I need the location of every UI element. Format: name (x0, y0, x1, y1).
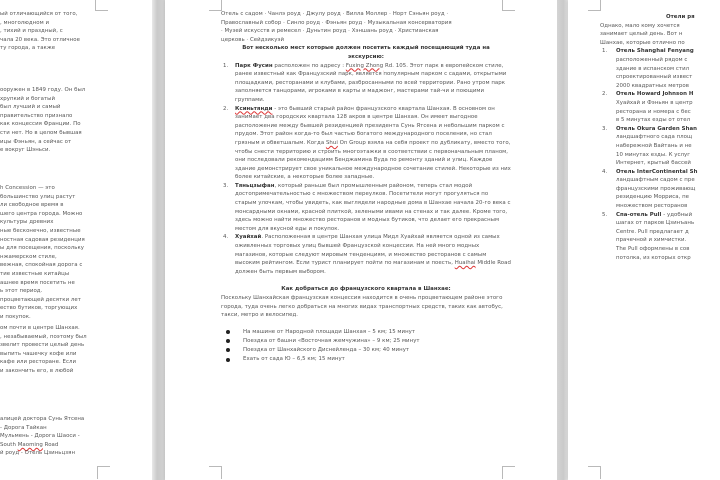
text-line: церковь · Сейдзикуэй (221, 36, 285, 43)
text-line: ностная садовая резиденция (0, 236, 85, 243)
spelling-error[interactable]: Shui (325, 139, 338, 146)
text-line: большинство улиц растут (0, 193, 76, 200)
text-line: занимает целый день. Вот н (600, 31, 683, 38)
route-text: Поездка от башни «Восточная жемчужина» – 9 км; 25 минут (243, 337, 420, 344)
text-line: ицы Фэньян, а сейчас от (0, 138, 72, 145)
text-line: ли свободное время в (0, 202, 64, 209)
text-line: ные бесконечно, известные (0, 227, 81, 234)
text-line: South Maoming Road (0, 441, 59, 448)
left-page-text-top (0, 10, 152, 53)
text-line: ландшафтного сада площ (616, 134, 693, 141)
text-line: Отель с садом · Чанлэ роуд · Джулу роуд · Вилла Моллер · Норт Сэньян роуд · (221, 11, 449, 17)
left-page-text-final (0, 415, 152, 458)
text-line: здание в испанском стил (616, 65, 690, 72)
text-line: 2000 квадратных метров (616, 82, 689, 89)
text-line: Мульмень - Дорога Шаоси - (0, 433, 80, 440)
text-line: потолка, из которых откр (616, 254, 691, 261)
page-margin-mark (588, 466, 601, 479)
text-line: Однако, мало кому хочется (600, 22, 680, 29)
hotel-item (600, 168, 720, 211)
text-line: нжамерском стиле, (0, 253, 57, 260)
text-line: ь этот период. (0, 288, 43, 295)
text-line: ашнее время посетить не (0, 279, 75, 286)
text-line: звелит провести целый день (0, 342, 85, 349)
hotel-name: Отель InterContinental Sh (616, 168, 698, 175)
hotel-name: Отель Howard Johnson H (616, 91, 694, 98)
route-text: Ехать от сада Ю – 6,5 км; 15 минут (243, 356, 345, 363)
document-page-right (568, 0, 720, 480)
list-number: 2. (602, 91, 608, 98)
text-line: тие известные китайцы (0, 270, 70, 277)
text-line: h Concession — это (0, 185, 55, 191)
document-page-center (165, 0, 557, 480)
spelling-error[interactable]: Maoming (17, 441, 43, 448)
place-name: Ксиньтянди (235, 105, 273, 112)
place-name: Тяньцзыфан (235, 182, 275, 189)
text-line: резиденцию Морриса, пе (616, 194, 690, 201)
hotel-name: Спа-отель Pull (616, 211, 662, 218)
route-item (221, 328, 511, 337)
text-line: - удобный (661, 211, 693, 218)
text-line: ом почти в центре Шанхая. (0, 325, 80, 331)
page-gap (152, 0, 165, 480)
place-text: , который раньше был промышленным районом, теперь стал модой достопримечательностью с множеством переулков. Посетители могут прогуляться по старым улочкам, чтобы увидеть, как выглядели народные дома в Шанхае начала 20-го века с монсардными окнами, красной плиткой, зелеными ивами на стенах и так далее. Кроме того, здесь можно найти множество ресторанов и модных бутиков, что делает его прекрасным местом для вкусной еды и покупок. (235, 182, 511, 232)
text-line: чала 20 века. Это отличное (0, 36, 80, 43)
bullet-icon (226, 339, 230, 343)
section-heading: Отели ря (666, 14, 695, 20)
route-text: На машине от Народной площади Шанхая – 5 км; 15 минут (243, 328, 416, 335)
place-text: Rd. 105. Этот парк в европейском стиле, ранее известный как Французский парк, является популярным парком с садами, открытыми площадками, ресторанами и клубами, разбросанными по всей территории. Рано утром парк заполняется танцорами, игроками в карты и маджонг, мастерами тай-чи и поющими группами. (235, 62, 507, 103)
text-line: спроектированный извест (616, 74, 693, 81)
list-item (221, 233, 511, 276)
text-line: ту города, а также (0, 45, 56, 52)
list-number: 1. (223, 62, 229, 69)
left-page-text-bottom (0, 324, 152, 376)
bullet-icon (226, 358, 230, 362)
place-name: Парк Фусин (235, 62, 273, 69)
text-line: сти нет. Но в целом бывшая (0, 129, 82, 136)
text-line: - Дорога Тайкан (0, 424, 47, 431)
place-name: Хуайхай (235, 234, 262, 241)
bullet-icon (226, 348, 230, 352)
route-item (221, 355, 511, 364)
section-heading: Вот несколько мест которые должен посетить каждый посещающий туда на экскурсию: (242, 45, 490, 60)
text-line: и покупок. (0, 313, 31, 320)
list-number: 3. (223, 182, 229, 189)
spacer (221, 276, 511, 285)
place-text: . Расположенная в центре Шанхая улица Мидл Хуайхай является одной из самых оживленных торговых улиц бывшей Французской концессии. На ней много модных магазинов, которые следуют мировым тенденциям, и множество ресторанов с самым высоким рейтингом. Если турист планирует пойти по магазинам и поесть, (235, 234, 500, 267)
hotel-name: Отель Shanghai Fenyang (616, 48, 694, 55)
hotel-item (600, 47, 720, 90)
list-number: 2. (223, 105, 229, 112)
list-item (221, 62, 511, 105)
text-line: Centre. Pull предлагает д (616, 228, 689, 235)
text-line: ы для посещения, поскольку (0, 245, 85, 252)
bullet-icon (226, 330, 230, 334)
text-line: ый отличающийся от того, (0, 11, 78, 17)
section-heading: Как добраться до французского квартала в Шанхае: (281, 286, 451, 293)
spelling-error[interactable]: Fuxing Zhong (345, 62, 384, 69)
list-item (221, 182, 511, 234)
page-gap (557, 0, 568, 480)
text-line: множеством ресторанов (616, 203, 688, 210)
text-line: ооружен в 1849 году. Он был (0, 87, 86, 93)
page-margin-mark (588, 0, 601, 11)
text-line: шего центра города. Можно (0, 210, 83, 217)
text-line: Интернет, крытый бассей (616, 160, 691, 167)
center-page-body (221, 10, 511, 364)
place-text: - это бывший старый район французского квартала Шанхая. В основном он занимает два городских квартала 128 акров в центре Шанхая. Он имеет выгодное расположение между бывшей резиденцией президента Сунь Ятсена и небольшим парком с прудом. Этот район когда-то был частью богатого международного поселения, но стал грязным и обветшалым. Когда (235, 105, 505, 146)
text-line: и закончить его, в любой (0, 367, 74, 374)
list-number: 3. (602, 125, 608, 132)
text-line: набережной Вайтань и не (616, 142, 692, 149)
text-line: й роуд - Отель Цзиньцзян (0, 450, 76, 457)
place-text: Middle Road должен быть первым выбором. (235, 260, 511, 275)
left-page-text-mid (0, 86, 152, 155)
text-line: Шанхае, которые отлично по (600, 39, 685, 46)
text-line: культуры древних (0, 219, 54, 226)
text-line: · Музей искусств и ремесел · Дуньтин роуд · Хэншань роуд · Христианская (221, 28, 439, 35)
page-margin-mark (97, 466, 110, 479)
text-line: правительство признало (0, 112, 73, 119)
text-line: ество бутиков, торгующих (0, 305, 78, 312)
text-line: выпить чашечку кофе или (0, 350, 77, 357)
text-line: ландшафтным садом с пре (616, 177, 695, 184)
left-page-text-lower (0, 184, 152, 322)
text-line: расположенный рядом с (616, 56, 688, 63)
text-line: прачечной и химчистки. (616, 237, 687, 244)
list-number: 1. (602, 48, 608, 55)
hotel-name: Отель Okura Garden Shan (616, 125, 698, 132)
list-number: 4. (602, 168, 608, 175)
text-line: хрупкий и богатый (0, 95, 56, 102)
text-line: ресторана и номера с бес (616, 108, 691, 115)
text-line: , незабываемый, поэтому был (0, 333, 87, 340)
page-margin-mark (209, 466, 222, 479)
page-margin-mark (502, 466, 515, 479)
document-page-left (0, 0, 152, 480)
text-line: кафе или ресторане. Если (0, 359, 77, 366)
hotel-item (600, 125, 720, 168)
text-line: был лучший и самый (0, 104, 61, 111)
route-text: Поездка от Шанхайского Диснейленда – 30 км; 40 минут (243, 346, 410, 353)
hotel-item (600, 211, 720, 263)
text-line: как концессия Франции. По (0, 121, 81, 128)
text-line: алицей доктора Сунь Ятсена (0, 416, 85, 422)
text-line: , многолюдном и (0, 19, 50, 26)
paragraph: Поскольку Шанхайская французская концессия находится в очень процветающем районе этого города, туда очень легко добраться на многих видах транспортных средств, таких как автобус, такси, метро и велосипед. (221, 295, 503, 319)
place-text: On Group взяла на себя проект по дубликату, вместо того, чтобы снести территорию и строить многоэтажки в соответствии с первоначальным планом, они последовали рекомендациям Бенджамина Вуда по ремонту зданий и улиц. Каждое здание демонстрирует свое уникальное международное сочетание стилей. Некоторые из них более китайские, а некоторые более западные. (235, 139, 511, 181)
text-line: в 5 минутах езды от отел (616, 117, 691, 124)
text-line: процветающей десятки лет (0, 296, 81, 303)
route-item (221, 346, 511, 355)
text-line: вежная, спокойная дорога с (0, 262, 83, 269)
list-number: 5. (602, 211, 608, 218)
text-line: шагах от парков Цзинъань (616, 220, 695, 227)
text-line: The Pull оформлены в сов (616, 246, 690, 253)
place-text: расположен по адресу : (272, 62, 346, 69)
list-item (221, 105, 511, 182)
text-line: 10 минутах езды. К услуг (616, 151, 691, 158)
text-line: Православный собор · Синло роуд · Фэньян роуд · Музыкальная консерватория (221, 19, 452, 26)
text-line: французскими проживающ (616, 185, 696, 192)
hotel-item (600, 90, 720, 124)
text-line: , тихий и праздный, с (0, 28, 63, 35)
text-line: Хуайхай и Фэньян в центр (616, 99, 693, 106)
text-line: е вокруг Шэньси. (0, 147, 51, 154)
list-number: 4. (223, 234, 229, 241)
spacer (221, 320, 511, 328)
right-page-body (600, 13, 720, 262)
spelling-error[interactable]: Huaihai (454, 260, 476, 267)
route-item (221, 337, 511, 346)
